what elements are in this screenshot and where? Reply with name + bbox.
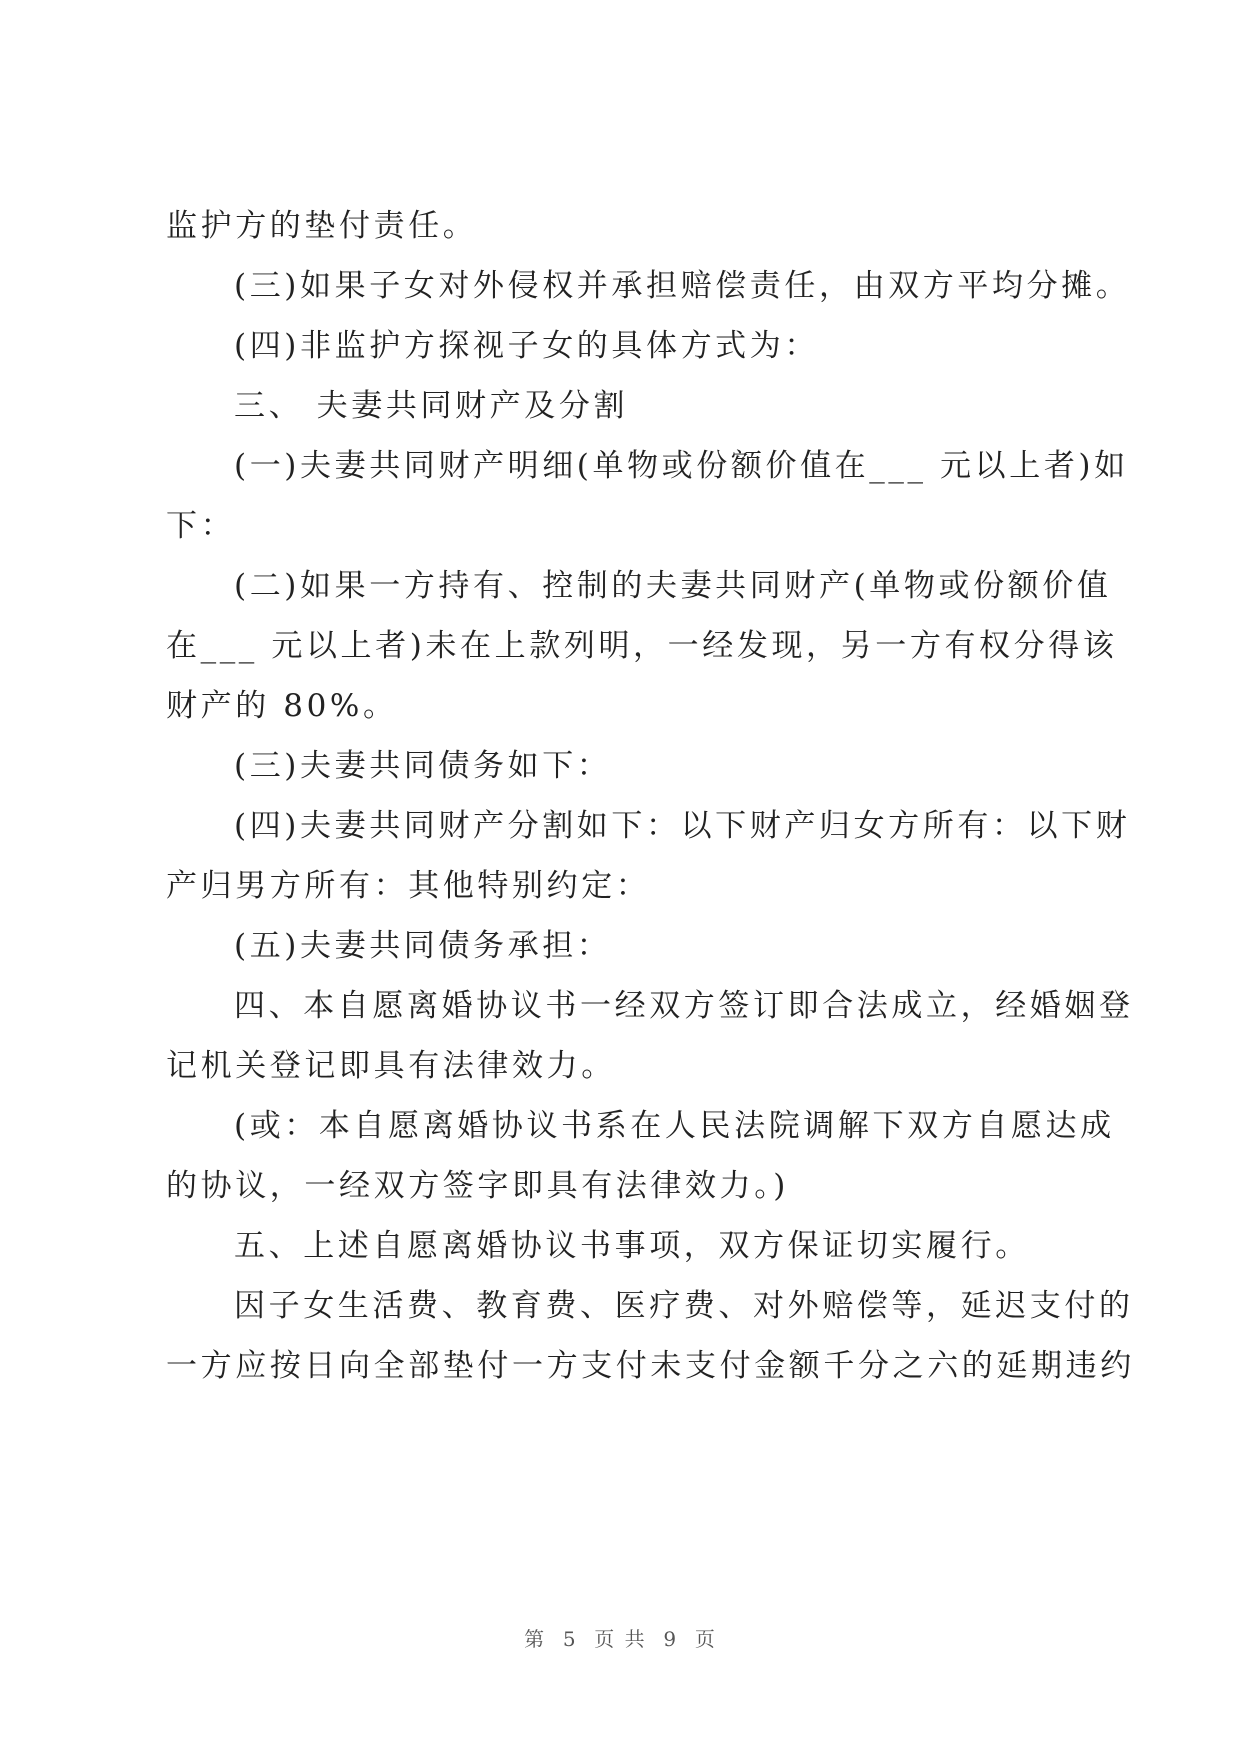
text-line-13: (五)夫妻共同债务承担： (234, 928, 612, 964)
text-line-5: (一)夫妻共同财产明细(单物或份额价值在___ 元以上者)如 (234, 448, 1129, 484)
section-heading-5: 五、上述自愿离婚协议书事项，双方保证切实履行。 (234, 1228, 1030, 1264)
section-heading-3: 三、 夫妻共同财产及分割 (234, 388, 629, 424)
text-line-8: 在___ 元以上者)未在上款列明，一经发现，另一方有权分得该 (166, 628, 1118, 664)
text-line-10: (三)夫妻共同债务如下： (234, 748, 612, 784)
text-line-20: 一方应按日向全部垫付一方支付未支付金额千分之六的延期违约 (166, 1348, 1135, 1384)
text-line-2: (三)如果子女对外侵权并承担赔偿责任，由双方平均分摊。 (234, 268, 1131, 304)
text-line-12: 产归男方所有：其他特别约定： (166, 868, 651, 904)
text-line-19: 因子女生活费、教育费、医疗费、对外赔偿等，延迟支付的 (234, 1288, 1134, 1324)
text-line-17: 的协议，一经双方签字即具有法律效力。) (166, 1168, 789, 1204)
text-line-6: 下： (166, 508, 236, 544)
text-line-1: 监护方的垫付责任。 (166, 208, 478, 244)
text-line-11: (四)夫妻共同财产分割如下：以下财产归女方所有：以下财 (234, 808, 1131, 844)
section-heading-4: 四、本自愿离婚协议书一经双方签订即合法成立，经婚姻登 (234, 988, 1134, 1024)
text-line-15: 记机关登记即具有法律效力。 (166, 1048, 616, 1084)
text-line-7: (二)如果一方持有、控制的夫妻共同财产(单物或份额价值 (234, 568, 1112, 604)
text-line-16: (或：本自愿离婚协议书系在人民法院调解下双方自愿达成 (234, 1108, 1115, 1144)
page-number-footer: 第 5 页 共 9 页 (524, 1627, 717, 1651)
text-line-3: (四)非监护方探视子女的具体方式为： (234, 328, 819, 364)
text-line-9: 财产的 80%。 (166, 688, 398, 724)
